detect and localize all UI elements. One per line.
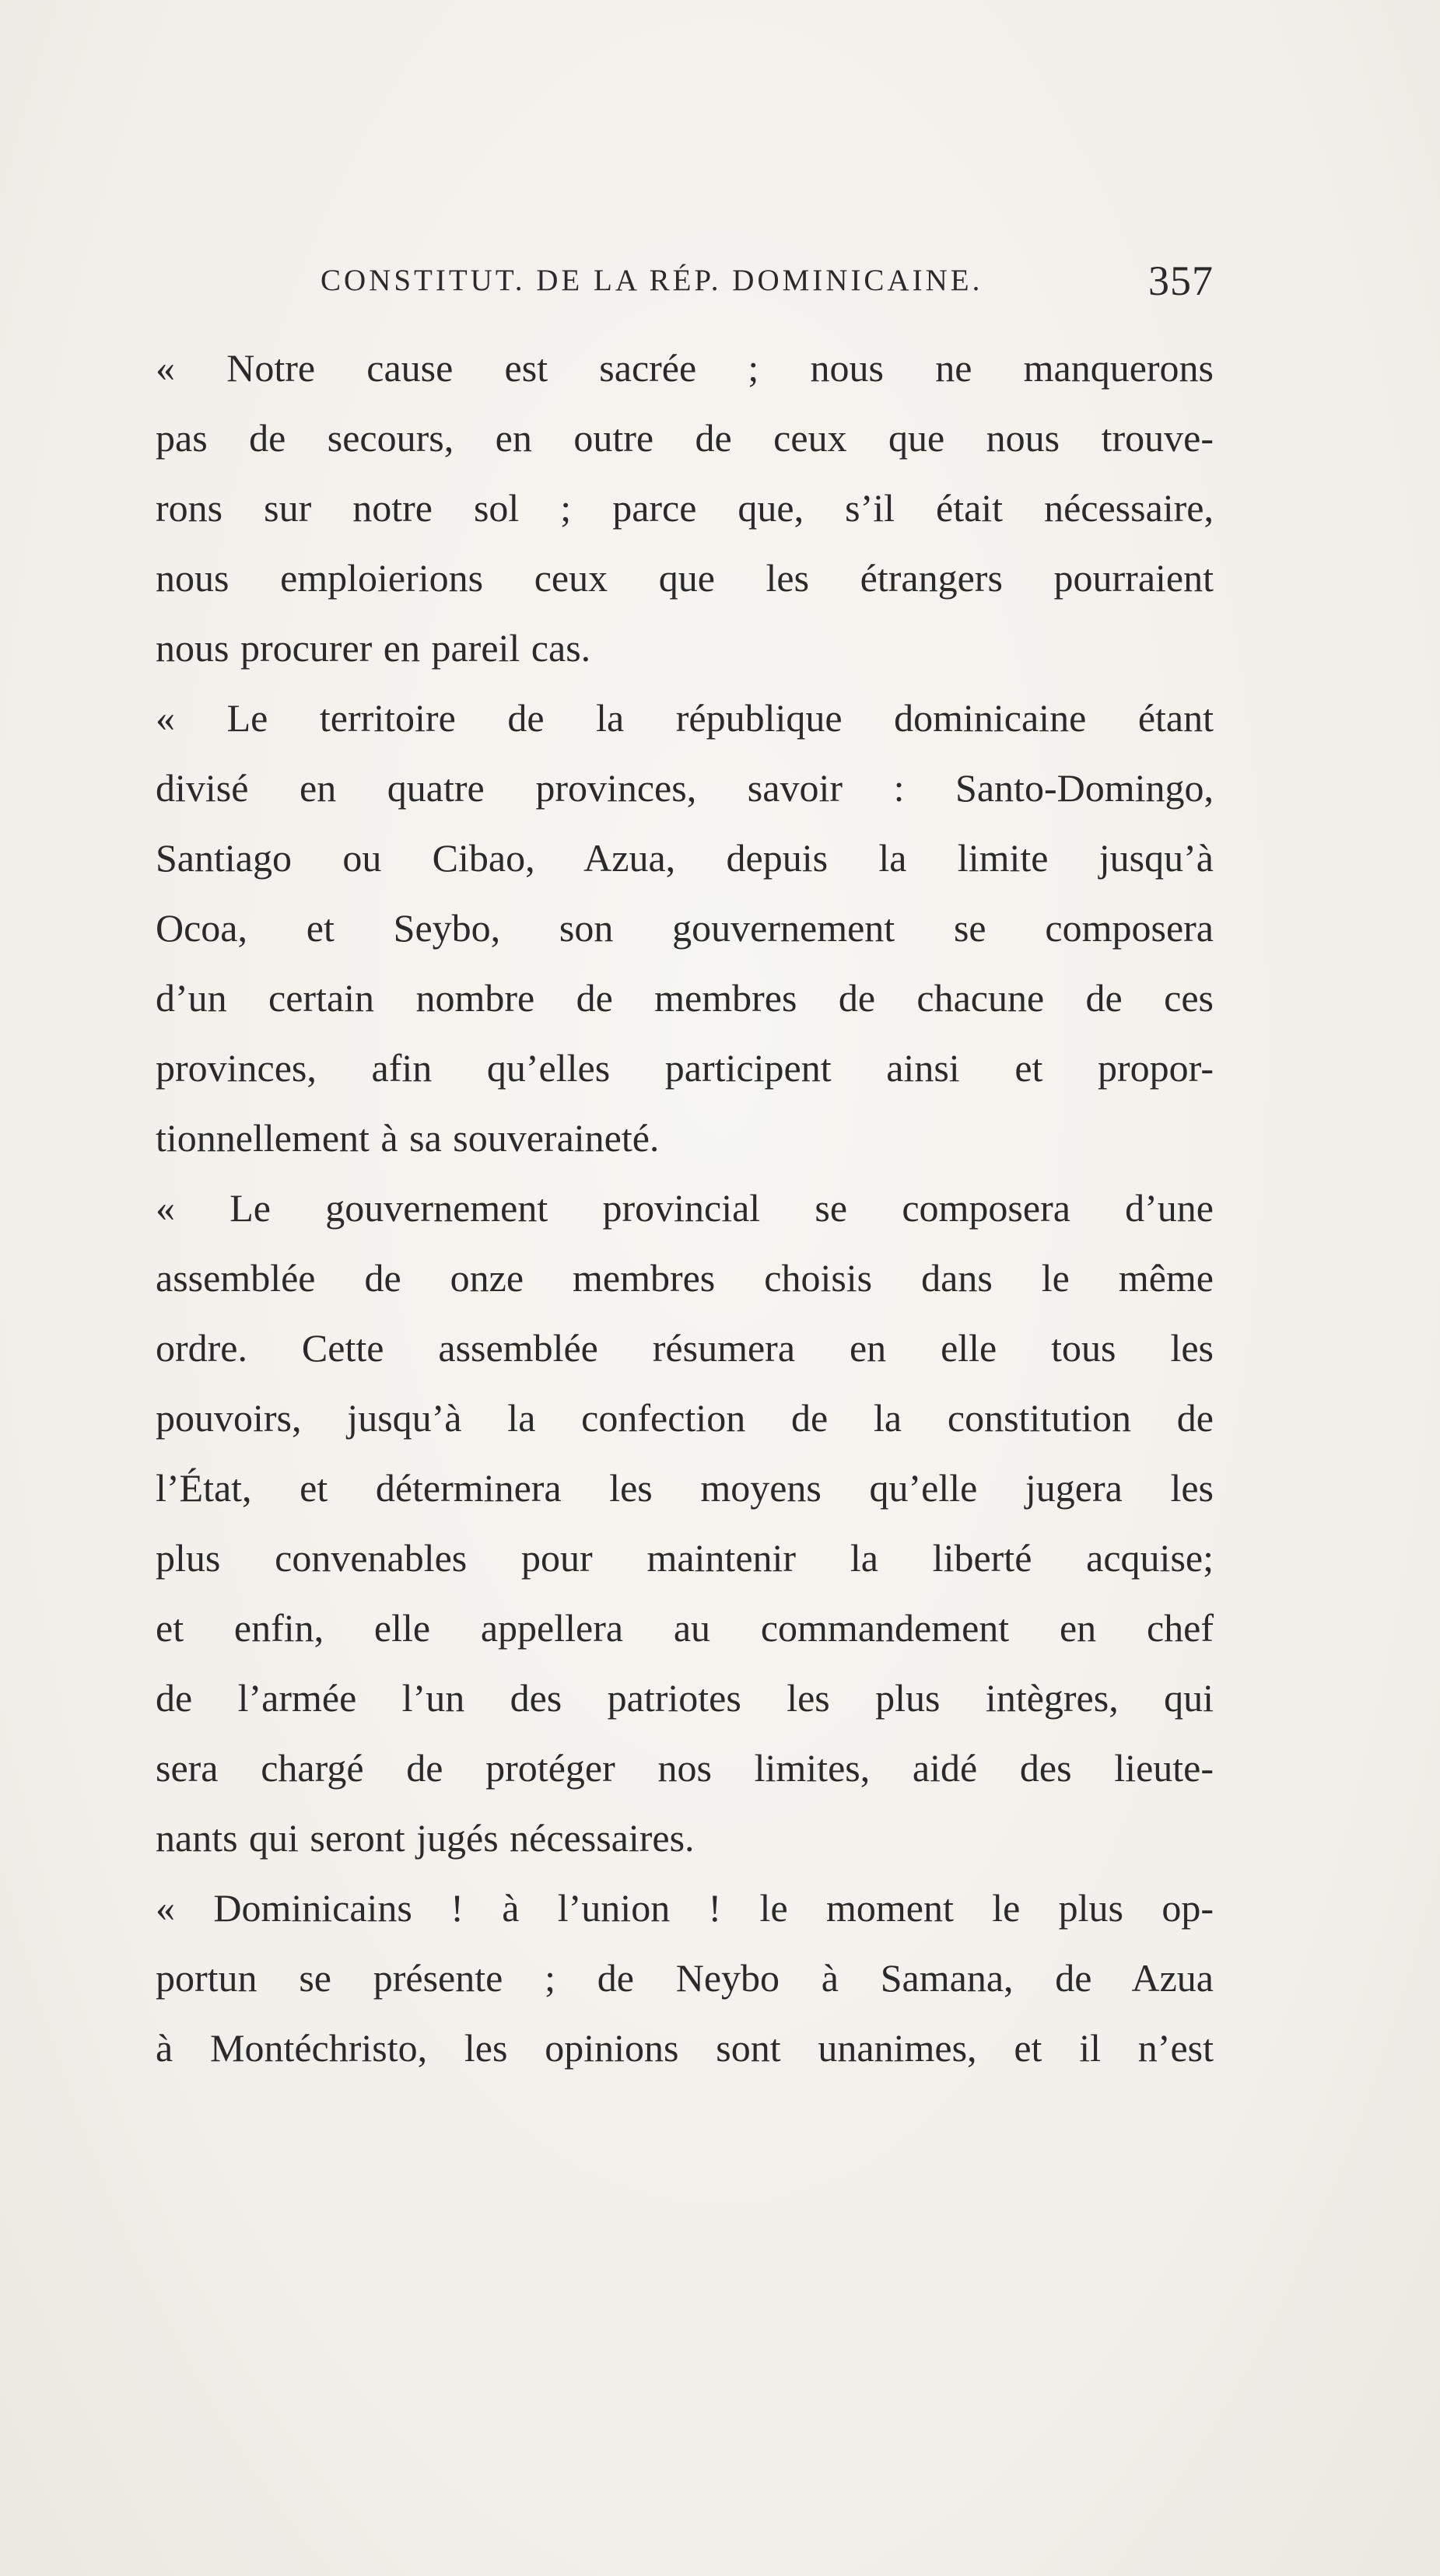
- text-line: « Notre cause est sacrée ; nous ne manquerons: [156, 346, 1214, 390]
- page-number: 357: [1148, 257, 1214, 304]
- running-head: [321, 257, 1214, 310]
- body-text: [156, 333, 1214, 2083]
- text-line: sera chargé de protéger nos limites, aidé des lieute-: [156, 1746, 1214, 1790]
- text-line: et enfin, elle appellera au commandement en chef: [156, 1606, 1214, 1650]
- text-line: « Le territoire de la république dominicaine étant: [156, 696, 1214, 740]
- text-line: « Dominicains ! à l’union ! le moment le plus op-: [156, 1886, 1214, 1930]
- text-line: nous procurer en pareil cas.: [156, 626, 591, 670]
- text-line: rons sur notre sol ; parce que, s’il était nécessaire,: [156, 486, 1214, 530]
- text-line: assemblée de onze membres choisis dans le même: [156, 1256, 1214, 1300]
- text-line: nous emploierions ceux que les étrangers pourraient: [156, 556, 1214, 600]
- text-line: ordre. Cette assemblée résumera en elle tous les: [156, 1326, 1214, 1370]
- text-line: à Montéchristo, les opinions sont unanimes, et il n’est: [156, 2026, 1214, 2070]
- text-line: d’un certain nombre de membres de chacune de ces: [156, 976, 1214, 1020]
- text-line: divisé en quatre provinces, savoir : Santo-Domingo,: [156, 766, 1214, 810]
- text-line: portun se présente ; de Neybo à Samana, de Azua: [156, 1956, 1214, 2000]
- text-line: « Le gouvernement provincial se composera d’une: [156, 1186, 1214, 1230]
- text-line: pouvoirs, jusqu’à la confection de la constitution de: [156, 1396, 1214, 1440]
- text-line: pas de secours, en outre de ceux que nous trouve-: [156, 416, 1214, 460]
- text-line: Santiago ou Cibao, Azua, depuis la limite jusqu’à: [156, 836, 1214, 880]
- text-line: l’État, et déterminera les moyens qu’elle jugera les: [156, 1466, 1214, 1510]
- text-line: tionnellement à sa souveraineté.: [156, 1116, 660, 1160]
- text-line: plus convenables pour maintenir la liberté acquise;: [156, 1536, 1214, 1580]
- text-line: nants qui seront jugés nécessaires.: [156, 1816, 695, 1860]
- text-line: provinces, afin qu’elles participent ainsi et propor-: [156, 1046, 1214, 1090]
- text-line: Ocoa, et Seybo, son gouvernement se composera: [156, 906, 1214, 950]
- text-line: de l’armée l’un des patriotes les plus intègres, qui: [156, 1676, 1214, 1720]
- running-title: CONSTITUT. DE LA RÉP. DOMINICAINE.: [321, 264, 983, 297]
